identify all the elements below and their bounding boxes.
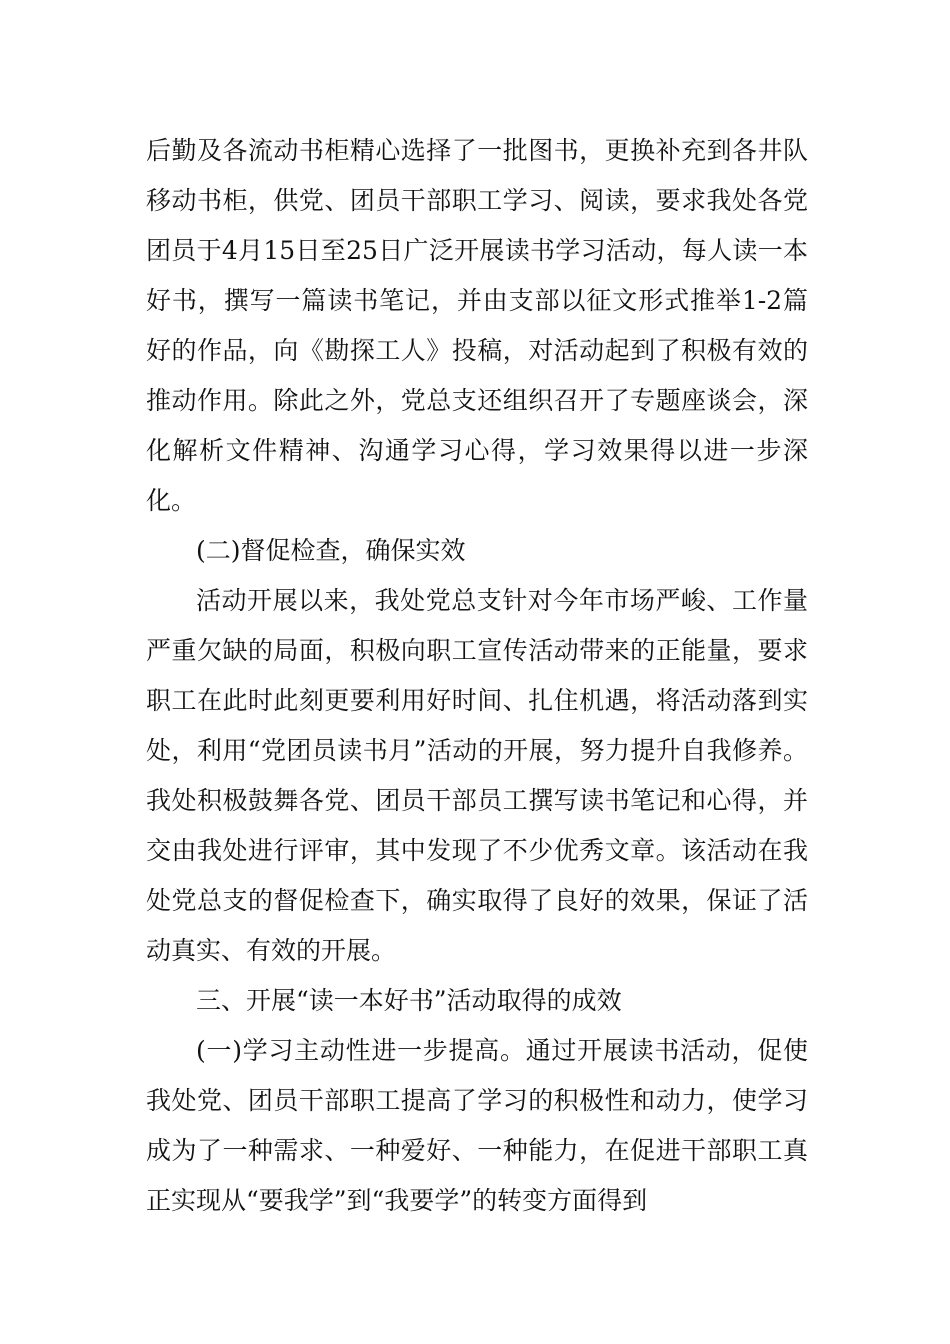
section-heading-2: (二)督促检查，确保实效 bbox=[196, 536, 466, 565]
document-body bbox=[146, 126, 808, 1226]
paragraph-results: (一)学习主动性进一步提高。通过开展读书活动，促使我处党、团员干部职工提高了学习的积极性和动力，使学习成为了一种需求、一种爱好、一种能力，在促进干部职工真正实现从“要我学”到“我要学”的转变方面得到 bbox=[146, 1036, 808, 1215]
paragraph-continuation: 后勤及各流动书柜精心选择了一批图书，更换补充到各井队移动书柜，供党、团员干部职工学习、阅读，要求我处各党团员于4月15日至25日广泛开展读书学习活动，每人读一本好书，撰写一篇读书笔记，并由支部以征文形式推举1-2篇好的作品，向《勘探工人》投稿，对活动起到了积极有效的推动作用。除此之外，党总支还组织召开了专题座谈会，深化解析文件精神、沟通学习心得，学习效果得以进一步深化。 bbox=[146, 136, 808, 515]
section-heading-3: 三、开展“读一本好书”活动取得的成效 bbox=[196, 986, 622, 1015]
paragraph-supervision: 活动开展以来，我处党总支针对今年市场严峻、工作量严重欠缺的局面，积极向职工宣传活动带来的正能量，要求职工在此时此刻更要利用好时间、扎住机遇，将活动落到实处，利用“党团员读书月”活动的开展，努力提升自我修养。我处积极鼓舞各党、团员干部员工撰写读书笔记和心得，并交由我处进行评审，其中发现了不少优秀文章。该活动在我处党总支的督促检查下，确实取得了良好的效果，保证了活动真实、有效的开展。 bbox=[146, 586, 808, 965]
